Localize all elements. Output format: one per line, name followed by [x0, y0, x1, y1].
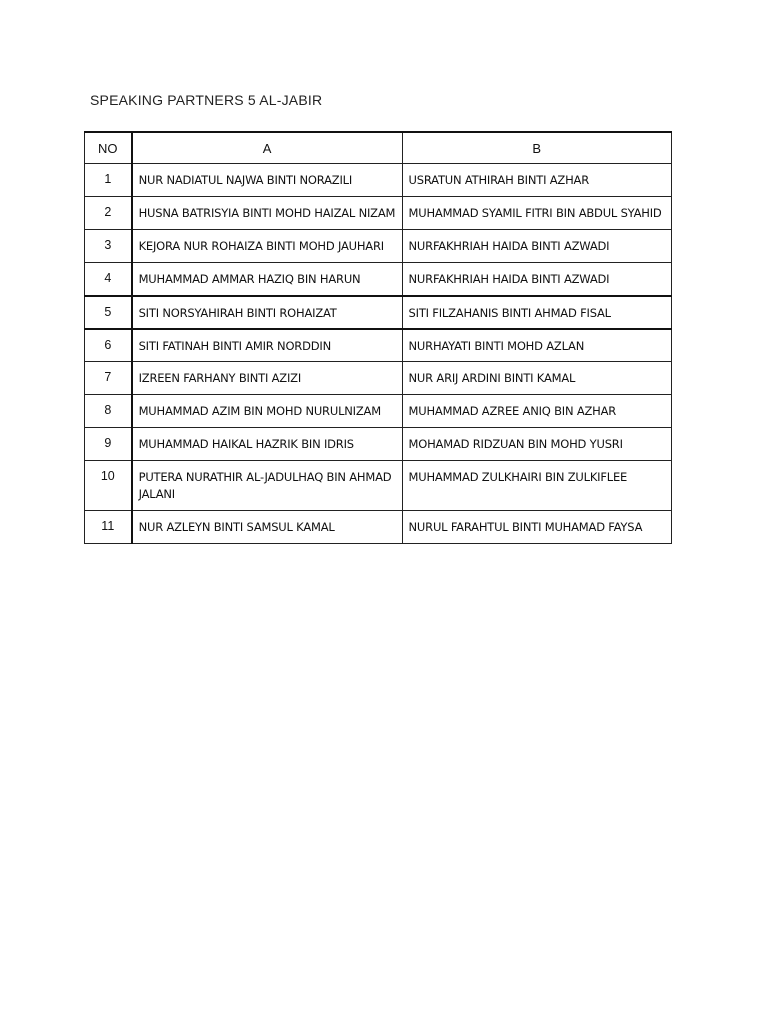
- row-number: 9: [85, 428, 132, 461]
- row-number: 5: [85, 296, 132, 329]
- partner-b-name: SITI FILZAHANIS BINTI AHMAD FISAL: [402, 296, 671, 329]
- table-row: [85, 263, 672, 296]
- partner-b-name: NURUL FARAHTUL BINTI MUHAMAD FAYSA: [402, 511, 671, 544]
- row-number: 6: [85, 329, 132, 362]
- partner-b-name: NURFAKHRIAH HAIDA BINTI AZWADI: [402, 230, 671, 263]
- speaking-partners-table: [84, 131, 672, 544]
- table-header-row: [85, 132, 672, 164]
- partner-a-name: SITI NORSYAHIRAH BINTI ROHAIZAT: [132, 296, 402, 329]
- partner-b-name: MOHAMAD RIDZUAN BIN MOHD YUSRI: [402, 428, 671, 461]
- partner-a-name: MUHAMMAD AZIM BIN MOHD NURULNIZAM: [132, 395, 402, 428]
- row-number: 4: [85, 263, 132, 296]
- partner-a-name: NUR NADIATUL NAJWA BINTI NORAZILI: [132, 164, 402, 197]
- partner-b-name: USRATUN ATHIRAH BINTI AZHAR: [402, 164, 671, 197]
- partner-a-name: KEJORA NUR ROHAIZA BINTI MOHD JAUHARI: [132, 230, 402, 263]
- partner-a-name: HUSNA BATRISYIA BINTI MOHD HAIZAL NIZAM: [132, 197, 402, 230]
- header-b: B: [402, 132, 671, 164]
- row-number: 7: [85, 362, 132, 395]
- table-row: [85, 197, 672, 230]
- table-row: [85, 296, 672, 329]
- row-number: 2: [85, 197, 132, 230]
- table-row: [85, 395, 672, 428]
- partner-b-name: MUHAMMAD SYAMIL FITRI BIN ABDUL SYAHID: [402, 197, 671, 230]
- header-a: A: [132, 132, 402, 164]
- table-row: [85, 362, 672, 395]
- header-no: NO: [85, 132, 132, 164]
- table-row: [85, 329, 672, 362]
- row-number: 11: [85, 511, 132, 544]
- row-number: 10: [85, 461, 132, 511]
- page-title: SPEAKING PARTNERS 5 AL-JABIR: [90, 92, 323, 108]
- row-number: 8: [85, 395, 132, 428]
- partner-a-name: SITI FATINAH BINTI AMIR NORDDIN: [132, 329, 402, 362]
- partner-a-name: MUHAMMAD HAIKAL HAZRIK BIN IDRIS: [132, 428, 402, 461]
- partner-a-name: NUR AZLEYN BINTI SAMSUL KAMAL: [132, 511, 402, 544]
- partner-a-name: IZREEN FARHANY BINTI AZIZI: [132, 362, 402, 395]
- table-row: [85, 461, 672, 511]
- table-row: [85, 164, 672, 197]
- partner-b-name: MUHAMMAD AZREE ANIQ BIN AZHAR: [402, 395, 671, 428]
- table-row: [85, 230, 672, 263]
- partner-b-name: NUR ARIJ ARDINI BINTI KAMAL: [402, 362, 671, 395]
- partner-b-name: MUHAMMAD ZULKHAIRI BIN ZULKIFLEE: [402, 461, 671, 511]
- row-number: 1: [85, 164, 132, 197]
- partner-a-name: MUHAMMAD AMMAR HAZIQ BIN HARUN: [132, 263, 402, 296]
- table-row: [85, 511, 672, 544]
- partner-a-name: PUTERA NURATHIR AL-JADULHAQ BIN AHMAD JALANI: [132, 461, 402, 511]
- partner-b-name: NURFAKHRIAH HAIDA BINTI AZWADI: [402, 263, 671, 296]
- partner-b-name: NURHAYATI BINTI MOHD AZLAN: [402, 329, 671, 362]
- row-number: 3: [85, 230, 132, 263]
- table-row: [85, 428, 672, 461]
